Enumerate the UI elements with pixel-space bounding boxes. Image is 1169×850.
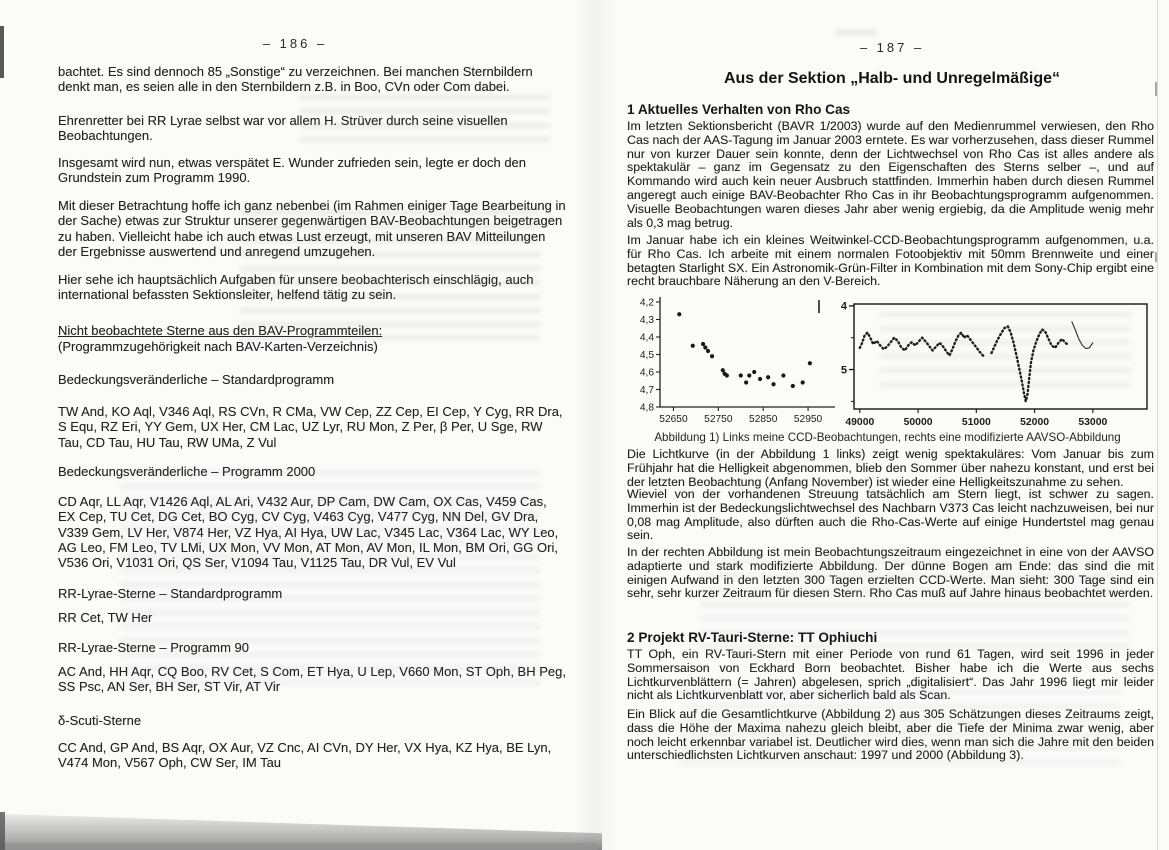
star-list: CD Aqr, LL Aqr, V1426 Aql, AL Ari, V432 Aur, DP Cam, DW Cam, OX Cas, V459 Cas, EX Cep, TU Cet, DG Cet, BO Cyg, CV Cyg, V463 Cyg, V477 Cyg, NN Del, GV Dra, V339 Gem, LV Her, V874 Her, VZ Hya, AI Hya, UW Lac, V345 Lac, V364 Lac, WY Leo, AG Leo, FM Leo, TV LMi, UX Mon, VV Mon, AT Mon, AV Mon, IL Mon, BM Ori, GG Ori, V536 Ori, V1031 Ori, QS Ser, V1094 Tau, V1125 Tau, DR Vul, EV Vul (58, 494, 559, 571)
scan-corner-notch (0, 26, 4, 78)
scan-right-edge-line (1157, 0, 1158, 850)
svg-text:4,6: 4,6 (639, 367, 654, 379)
svg-text:4,4: 4,4 (639, 332, 654, 344)
scan-edge-sliver (0, 812, 5, 850)
svg-text:4: 4 (840, 300, 847, 313)
paragraph: Wieviel von der vorhandenen Streuung tatsächlich am Stern liegt, ist schwer zu sagen. Immerhin ist der Bedeckungslichtwechsel des Nachbarn V373 Cas leicht nachzuweisen, bei nur 0,08 mag Amplitude, also dürften auch die Rho-Cas-Werte auf einige Hundertstel mag genau sein. (627, 487, 1154, 543)
star-group-title: RR-Lyrae-Sterne – Programm 90 (58, 640, 249, 655)
star-group-title: Bedeckungsveränderliche – Standardprogramm (58, 372, 335, 387)
star-list: RR Cet, TW Her (58, 610, 153, 625)
section-1-heading: 1 Aktuelles Verhalten von Rho Cas (627, 102, 851, 117)
star-group-title: δ-Scuti-Sterne (58, 713, 142, 728)
section-2-heading: 2 Projekt RV-Tauri-Sterne: TT Ophiuchi (627, 630, 878, 645)
paragraph: Ehrenretter bei RR Lyrae selbst war vor allem H. Strüver durch seine visuellen Beobachtungen. (58, 113, 508, 144)
svg-text:52850: 52850 (749, 414, 778, 425)
svg-text:4,7: 4,7 (639, 385, 654, 396)
list-section-subheading: (Programmzugehörigkeit nach BAV-Karten-Verzeichnis) (58, 339, 378, 354)
figure-caption: Abbildung 1) Links meine CCD-Beobachtungen, rechts eine modifizierte AAVSO-Abbildung (654, 431, 1121, 444)
list-section-heading: Nicht beobachtete Sterne aus den BAV-Programmteilen: (58, 323, 383, 338)
paragraph: Ein Blick auf die Gesamtlichtkurve (Abbildung 2) aus 305 Schätzungen dieses Zeitraums zeigt, dass die Höhe der Maxima nahezu gleich bleibt, aber die Tiefe der Minima zwar wenig, aber noch leicht erkennbar variabel ist. Deutlicher wird dies, wenn man sich die Jahre mit den beiden unterschiedlichsten Lichtkurven anschaut: 1997 und 2000 (Abbildung 3). (627, 707, 1154, 763)
paragraph: Im letzten Sektionsbericht (BAVR 1/2003) wurde auf den Medienrummel verwiesen, den Rho Cas nach der AAS-Tagung im Januar 2003 erntete. Es war vorherzusehen, dass dieser Rummel nur von kurzer Dauer sein konnte, denn der Lichtwechsel von Rho Cas ist alles andere als spektakulär – ganz im Gegensatz zu den Eigenschaften des Sterns selber –, und auf Kommando wird auch kein neuer Ausbruch stattfinden. Immerhin haben durch diesen Rummel angeregt auch einige BAV-Beobachter Rho Cas in ihr Beobachtungsprogramm aufgenommen. Visuelle Beobachtungen waren dieses Jahr aber wenig ergiebig, da die Amplitude wenig mehr als 0,3 mag betrug. (627, 119, 1154, 230)
svg-text:4,5: 4,5 (639, 350, 654, 361)
page-gutter-shadow (576, 0, 616, 850)
paragraph: Im Januar habe ich ein kleines Weitwinkel-CCD-Beobachtungsprogramm aufgenommen, u.a. für Rho Cas. Ich arbeite mit einem normalen Fotoobjektiv mit 50mm Brennweite und einer betagten Starlight SX. Ein Astronomik-Grün-Filter in Kombination mit dem Sony-Chip ergibt eine recht brauchbare Näherung an den V-Bereich. (627, 233, 1154, 289)
star-group-title: RR-Lyrae-Sterne – Standardprogramm (58, 586, 283, 601)
svg-text:4,3: 4,3 (639, 315, 654, 326)
svg-text:4,2: 4,2 (639, 297, 654, 309)
aavso-lightcurve-chart (840, 292, 1162, 434)
star-list: CC And, GP And, BS Aqr, OX Aur, VZ Cnc, AI CVn, DY Her, VX Hya, KZ Hya, BE Lyn, V474 Mon, V567 Oph, CW Ser, IM Tau (58, 740, 552, 771)
svg-text:4,8: 4,8 (639, 402, 654, 414)
paragraph: In der rechten Abbildung ist mein Beobachtungszeitraum eingezeichnet in eine von der AAVSO adaptierte und stark modifizierte Abbildung. Der dünne Bogen am Ende: das sind die mit einigen Aufwand in den letzten 300 Tagen erzielten CCD-Werte. Man sieht: 300 Tage sind ein sehr, sehr kurzer Zeitraum für diesen Stern. Rho Cas muß auf Jahre hinaus beobachtet werden. (627, 545, 1154, 601)
paragraph: Insgesamt wird nun, etwas verspätet E. Wunder zufrieden sein, legte er doch den Grundstein zum Programm 1990. (58, 155, 527, 186)
svg-text:52000: 52000 (1020, 417, 1050, 428)
scan-edge-mark (1155, 252, 1157, 262)
svg-text:52650: 52650 (659, 414, 688, 425)
paragraph: Hier sehe ich hauptsächlich Aufgaben für unsere beobachterisch einschlägig, auch international befassten Sektionsleiter, helfend tätig zu sein. (58, 272, 534, 303)
svg-text:50000: 50000 (903, 417, 933, 428)
svg-text:52750: 52750 (704, 414, 733, 425)
svg-text:5: 5 (840, 364, 847, 377)
star-list: TW And, KO Aql, V346 Aql, RS CVn, R CMa, VW Cep, ZZ Cep, EI Cep, Y Cyg, RR Dra, S Equ, RZ Eri, YY Gem, UX Her, CM Lac, UZ Lyr, RU Mon, Z Per, β Per, U Sge, RW Tau, CD Tau, HU Tau, RW UMa, Z Vul (58, 404, 563, 450)
svg-text:51000: 51000 (961, 417, 991, 428)
paragraph: Die Lichtkurve (in der Abbildung 1 links) zeigt wenig spektakuläres: Vom Januar bis zum Frühjahr hat die Helligkeit abgenommen, blieb den Sommer über nahezu konstant, und erst bei der letzten Beobachtung (Anfang November) ist wieder eine Helligkeitszunahme zu sehen. (627, 447, 1154, 489)
page-number-186: – 186 – (262, 36, 328, 51)
scan-edge-mark (1155, 82, 1157, 96)
ccd-observations-chart (630, 292, 842, 432)
svg-text:49000: 49000 (845, 417, 875, 428)
star-list: AC And, HH Aqr, CQ Boo, RV Cet, S Com, ET Hya, U Lep, V660 Mon, ST Oph, BH Peg, SS Psc, AN Ser, BH Ser, ST Vir, AT Vir (58, 664, 566, 695)
paragraph: Mit dieser Betrachtung hoffe ich ganz nebenbei (im Rahmen einiger Tage Bearbeitung in der Sache) etwas zur Struktur unserer gegenwärtigen BAV-Beobachtungen beigetragen zu haben. Vielleicht habe ich auch etwas Lust erzeugt, mit unseren BAV Mitteilungen der Ergebnisse auswertend und anregend umzugehen. (58, 198, 566, 259)
page-187 (590, 0, 1169, 850)
star-group-title: Bedeckungsveränderliche – Programm 2000 (58, 464, 316, 479)
scan-stray-mark (818, 300, 820, 313)
article-title: Aus der Sektion „Halb- und Unregelmäßige“ (723, 70, 1061, 87)
page-number-187: – 187 – (859, 40, 925, 55)
svg-text:53000: 53000 (1078, 417, 1108, 428)
paragraph: TT Oph, ein RV-Tauri-Stern mit einer Periode von rund 61 Tagen, wird seit 1996 in jeder Sommersaison von Eckhard Born beobachtet. Bisher habe ich die Werte aus sechs Lichtkurvenblättern (= Jahren) abgelesen, sprich „digitalisiert“. Das Jahr 1996 liegt mir leider nicht als Lichtkurvenblatt vor, aber sicherlich bald als Scan. (627, 647, 1154, 703)
scan-shadow-bottom-edge (0, 843, 598, 850)
svg-text:52950: 52950 (793, 414, 823, 425)
paragraph: bachtet. Es sind dennoch 85 „Sonstige“ zu verzeichnen. Bei manchen Sternbildern denkt man, es seien alle in den Sternbildern z.B. in Boo, CVn oder Com dabei. (58, 64, 533, 95)
